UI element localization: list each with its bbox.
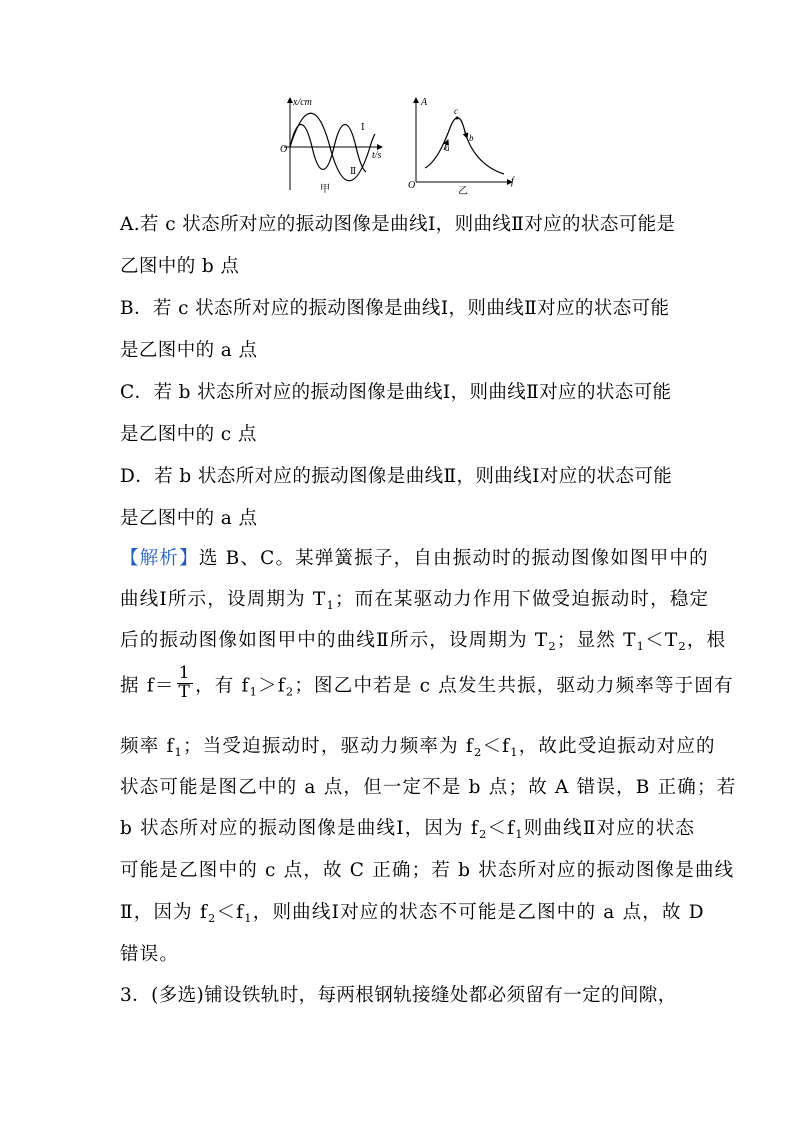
point-c-dot [456, 117, 459, 120]
jia-caption: 甲 [320, 184, 330, 195]
figure-jia [280, 92, 390, 202]
question-3: 3．(多选)铺设铁轨时，每两根钢轨接缝处都必须留有一定的间隙， [120, 985, 677, 1006]
option-a-line-2: 乙图中的 b 点 [120, 256, 240, 277]
analysis-line-6: 状态可能是图乙中的 a 点，但一定不是 b 点；故 A 错误，B 正确；若 [120, 777, 737, 798]
yi-x-label: f [511, 176, 514, 187]
option-d-line-1: D．若 b 状态所对应的振动图像是曲线Ⅱ，则曲线Ⅰ对应的状态可能 [120, 466, 673, 487]
point-a: a [445, 143, 450, 153]
curve-2-label: Ⅱ [350, 166, 357, 176]
analysis-line-7: b 状态所对应的振动图像是曲线Ⅰ，因为 $f_2<f_1$则曲线Ⅱ对应的状态 [120, 818, 696, 841]
yi-caption: 乙 [458, 186, 468, 197]
figure-yi [400, 92, 525, 202]
option-c-line-1: C．若 b 状态所对应的振动图像是曲线Ⅰ，则曲线Ⅱ对应的状态可能 [120, 382, 672, 403]
analysis-line-5: 频率 $f_1$；当受迫振动时，驱动力频率为 $f_2<f_1$，故此受迫振动对应的 [120, 736, 716, 759]
analysis-line-3: 后的振动图像如图甲中的曲线Ⅱ所示，设周期为 $T_2$；显然 $T_1<T_2$，根 [120, 630, 727, 653]
analysis-tag: 【解析】 [120, 548, 199, 569]
analysis-line-8: 可能是乙图中的 c 点，故 C 正确；若 b 状态所对应的振动图像是曲线 [120, 860, 735, 881]
resonance-curve [425, 118, 504, 174]
analysis-line-2: 曲线Ⅰ所示，设周期为 $T_1$；而在某驱动力作用下做受迫振动时，稳定 [120, 589, 710, 612]
option-c-line-2: 是乙图中的 c 点 [120, 424, 257, 445]
jia-y-label: x/cm [293, 97, 312, 108]
jia-origin: O [280, 144, 288, 155]
option-d-line-2: 是乙图中的 a 点 [120, 508, 258, 529]
arrow-b [464, 128, 467, 138]
analysis-line-1 [120, 544, 709, 570]
analysis-text: 选 B、C。某弹簧振子，自由振动时的振动图像如图甲中的 [198, 548, 709, 569]
option-b-line-2: 是乙图中的 a 点 [120, 340, 258, 361]
fraction-1-over-t: $\frac{1}{T}$ [178, 663, 192, 702]
point-c: c [454, 106, 458, 116]
yi-origin: O [408, 180, 416, 191]
option-b-line-1: B．若 c 状态所对应的振动图像是曲线Ⅰ，则曲线Ⅱ对应的状态可能 [120, 298, 670, 319]
curve-1-label: Ⅰ [361, 122, 365, 132]
option-a-line-1: A.若 c 状态所对应的振动图像是曲线Ⅰ，则曲线Ⅱ对应的状态可能是 [120, 214, 676, 235]
jia-x-label: t/s [372, 150, 382, 161]
analysis-line-9: Ⅱ，因为 $f_2<f_1$，则曲线Ⅰ对应的状态不可能是乙图中的 a 点，故 D [120, 902, 705, 925]
curve-2 [290, 125, 366, 173]
analysis-line-4: 据 f＝ $\frac{1}{T}$ ，有 $f_1>f_2$；图乙中若是 c 点发生共振，驱动力频率等于固有 [120, 663, 734, 702]
point-b: b [469, 133, 474, 143]
yi-y-label: A [421, 97, 428, 108]
analysis-line-10: 错误。 [120, 944, 180, 965]
